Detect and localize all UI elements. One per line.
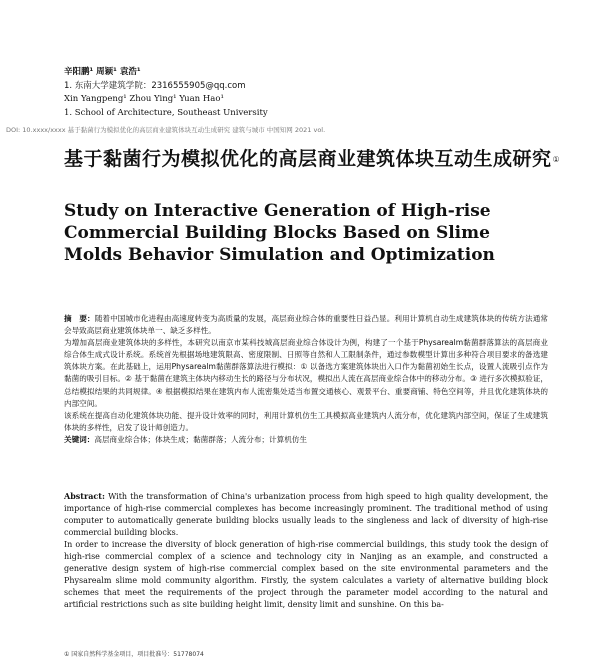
abstract-cn-paragraph-2: 为增加高层商业建筑体块的多样性，本研究以南京市某科技城高层商业综合体设计为例，构建了一个基于Physarealm黏菌群落算法的高层商业综合体生成式设计系统。系统首先根据场地建筑限高、密度限制、日照等自然和人工限制条件，通过参数模型计算出多种符合项目要求的备选建筑体块方案。在此基础上，运用Physarealm黏菌群落算法进行模拟：① 以备选方案建筑体块出入口作为黏菌初始生长点，设置人流吸引点作为黏菌的吸引目标。② 基于黏菌在建筑主体块内移动生长的路径与分布状况，模拟出人流在高层商业综合体中的移动分布。③ 进行多次模拟验证，总结模拟结果的共同规律。④ 根据模拟结果在建筑内布人流密集处适当布置交通核心、观景平台、重要商铺、特色空间等，并且优化建筑体块的内部空间。	[64, 338, 548, 408]
abstract-cn-paragraph-1	[64, 313, 548, 337]
author-affiliation-en: 1. School of Architecture, Southeast University	[64, 107, 268, 118]
keywords-cn	[64, 434, 548, 446]
title-chinese-text: 基于黏菌行为模拟优化的高层商业建筑体块互动生成研究	[64, 148, 552, 170]
author-names-cn: 辛阳鹏¹ 周颖¹ 袁浩¹	[64, 67, 141, 77]
keywords-cn-text: 高层商业综合体；体块生成；黏菌群落；人流分布；计算机仿生	[94, 434, 307, 444]
abstract-chinese	[64, 313, 548, 446]
author-affiliation-cn: 1. 东南大学建筑学院：2316555905@qq.com	[64, 80, 246, 91]
abstract-cn-text-1: 随着中国城市化进程由高速度转变为高质量的发展，高层商业综合体的重要性日益凸显。利用计算机自动生成建筑体块的传统方法通常会导致高层商业建筑体块单一、缺乏多样性。	[64, 314, 549, 336]
abstract-cn-label: 摘 要：	[64, 314, 95, 323]
abstract-en-label: Abstract:	[64, 491, 105, 501]
title-footnote-mark: ①	[552, 155, 561, 164]
abstract-en-text-1: With the transformation of China's urbanization process from high speed to high quality development, the importance of high-rise commercial complexes has become increasingly prominent. The traditional method of using computer to automatically generate building blocks usually leads to the singleness and lack of diversity of high-rise commercial building blocks.	[64, 492, 549, 537]
abstract-cn-paragraph-3: 该系统在提高自动化建筑体块功能、提升设计效率的同时，利用计算机仿生工具模拟高业建筑内人流分布，优化建筑内部空间，保证了生成建筑体块的多样性，启发了设计师创造力。	[64, 410, 548, 432]
author-names-en: Xin Yangpeng¹ Zhou Ying¹ Yuan Hao¹	[64, 94, 224, 104]
author-block	[64, 66, 268, 120]
footnote: ① 国家自然科学基金项目，项目批准号：51778074	[64, 651, 204, 658]
journal-header-noise: DOI: 10.xxxx/xxxx 基于黏菌行为模拟优化的高层商业建筑体块互动生成研究 建筑与城市 中国知网 2021 vol.	[6, 126, 326, 134]
title-english: Study on Interactive Generation of High-rise Commercial Building Blocks Based on Slime Molds Behavior Simulation and Optimization	[64, 201, 495, 265]
keywords-cn-label: 关键词：	[64, 434, 95, 444]
abstract-en-paragraph-1	[64, 490, 548, 539]
title-chinese	[64, 146, 564, 173]
abstract-en-paragraph-2: In order to increase the diversity of block generation of high-rise commercial buildings, this study took the design of high-rise commercial complex of a science and technology city in Nanjing as an example, and constructed a generative design system of high-rise commercial complex based on the site environmental parameters and the Physarealm slime mold community algorithm. Firstly, the system calculates a variety of alternative building block schemes that meet the requirements of the project through the parameter model according to the natural and artificial restrictions such as site building height limit, density limit and sunshine. On this ba-	[64, 540, 548, 609]
abstract-english	[64, 490, 548, 611]
